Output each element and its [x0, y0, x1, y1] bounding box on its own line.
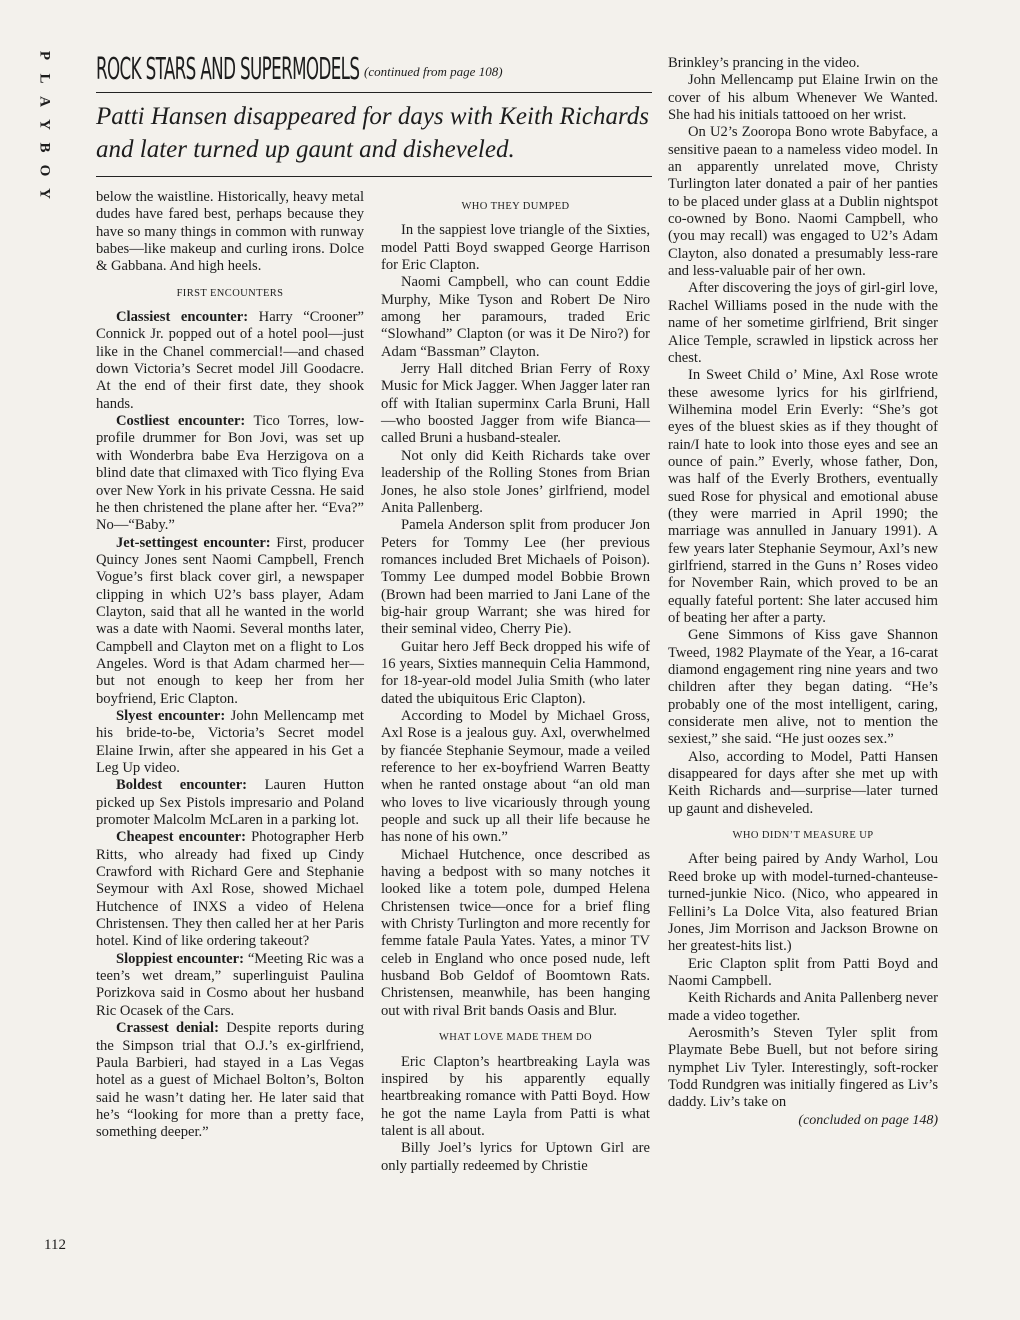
paragraph-text: Aerosmith’s Steven Tyler split from Playmate Bebe Buell, but not before siring nymphet Liv Tyler. Interestingly, soft-rocker Todd Rundgren was initially fingered as Liv’s daddy. Liv’s take on	[668, 1024, 938, 1111]
body-paragraph	[668, 990, 938, 1025]
paragraph-text: below the waistline. Historically, heavy metal dudes have fared best, perhaps because they have so many things in common with runway babes—like makeup and curling irons. Dolce & Gabbana. And high heels.	[96, 189, 364, 275]
body-paragraph	[381, 639, 650, 708]
body-paragraph	[668, 1025, 938, 1112]
article-header	[96, 52, 658, 86]
paragraph-lead: Cheapest encounter:	[116, 829, 246, 846]
body-paragraph	[668, 72, 938, 124]
paragraph-lead: Boldest encounter:	[116, 777, 248, 794]
column-3	[668, 55, 938, 1129]
paragraph-lead: Crassest denial:	[116, 1020, 219, 1037]
body-paragraph	[381, 222, 650, 274]
body-paragraph	[668, 124, 938, 280]
paragraph-text: Lauren Hutton picked up Sex Pistols impresario and Poland promoter Malcolm McLaren in a parking lot.	[96, 777, 364, 829]
paragraph-text: Photographer Herb Ritts, who already had fixed up Cindy Crawford with Richard Gere and Stephanie Seymour with Axl Rose, showed Michael Hutchence of INXS a video of Helena Christensen. They then called her at her Paris hotel. Kind of like ordering takeout?	[96, 829, 364, 950]
paragraph-text: Billy Joel’s lyrics for Uptown Girl are only partially redeemed by Christie	[381, 1140, 650, 1174]
paragraph-text: Not only did Keith Richards take over leadership of the Rolling Stones from Brian Jones, he also stole Jones’ girlfriend, model Anita Pallenberg.	[381, 447, 650, 516]
paragraph-text: Eric Clapton’s heartbreaking Layla was inspired by his apparently equally heartbreaking romance with Patti Boyd. How he got the name Layla from Patti is what talent is all about.	[381, 1053, 650, 1139]
paragraph-text: John Mellencamp met his bride-to-be, Victoria’s Secret model Elaine Irwin, after she appeared in his Get a Leg Up video.	[96, 707, 364, 776]
paragraph-text: According to Model by Michael Gross, Axl Rose is a jealous guy. Axl, overwhelmed by fiancée Stephanie Seymour, made a veiled reference to her ex-boyfriend Warren Beatty when he ranted onstage about “an old man who loves to live vicariously through young people and suck up all their life because he has none of his own.”	[381, 707, 650, 846]
body-paragraph	[668, 280, 938, 367]
magazine-label-letter: O	[36, 164, 53, 177]
paragraph-text: After being paired by Andy Warhol, Lou Reed broke up with model-turned-chanteuse-turned-junkie Nico. (Nico, who appeared in Fellini’s La Dolce Vita, also featured Brian Jones, Jim Morrison and Jackson Browne on her greatest-hits list.)	[668, 851, 938, 955]
paragraph-text: In Sweet Child o’ Mine, Axl Rose wrote these awesome lyrics for his girlfriend, Wilhemina model Erin Everly: “She’s got eyes of the bluest skies as if they thought of rain/I hate to look into those eyes and see an ounce of pain.” Everly, whose father, Don, was half of the Everly Brothers, eventually sued Rose for physical and emotional abuse (they were married in April 1990; the marriage was annulled in January 1991). A few years later Stephanie Seymour, Axl’s new girlfriend, starred in the Guns n’ Roses video for November Rain, which proved to be an equally fateful portent: She later accused him of beating her after a party.	[668, 367, 938, 626]
body-paragraph	[668, 627, 938, 748]
paragraph-text: Also, according to Model, Patti Hansen disappeared for days after she met up with Keith Richards and—surprise—later turned up gaunt and disheveled.	[668, 748, 938, 817]
body-paragraph	[668, 367, 938, 627]
column-2	[381, 189, 650, 1175]
paragraph-lead: Jet-settingest encounter:	[116, 534, 271, 551]
paragraph-text: In the sappiest love triangle of the Sixties, model Patti Boyd swapped George Harrison for Eric Clapton.	[381, 222, 650, 274]
paragraph-text: Despite reports during the Simpson trial that O.J.’s ex-girlfriend, Paula Barbieri, had stayed in a Las Vegas hotel as a guest of Michael Bolton’s, Bolton said he wasn’t dating her. He later said that he’s “looking for more than a pretty face, something deeper.”	[96, 1020, 364, 1141]
paragraph-text: After discovering the joys of girl-girl love, Rachel Williams posed in the nude with the name of her sometime girlfriend, Brit singer Alice Temple, scrawled in lipstick across her chest.	[668, 280, 938, 366]
body-paragraph	[381, 361, 650, 448]
paragraph-text: Eric Clapton split from Patti Boyd and Naomi Campbell.	[668, 955, 938, 989]
body-paragraph	[381, 1140, 650, 1175]
paragraph-text: Brinkley’s prancing in the video.	[668, 55, 860, 71]
divider	[96, 176, 652, 177]
paragraph-text: Tico Torres, low-profile drummer for Bon Jovi, was set up with Wonderbra babe Eva Herzigova on a blind date that climaxed with Tico flying Eva over New York in his private Cessna. He said he then christened the plane after her. “Eva?” No—“Baby.”	[96, 413, 364, 534]
paragraph-text: Naomi Campbell, who can count Eddie Murphy, Mike Tyson and Robert De Niro among her paramours, traded Eric “Slowhand” Clapton (or was it De Niro?) for Adam “Bassman” Clayton.	[381, 274, 650, 360]
body-paragraph	[381, 517, 650, 638]
magazine-label-letter: P	[36, 50, 53, 61]
body-paragraph	[96, 309, 364, 413]
body-paragraph	[381, 708, 650, 847]
section-subhead: WHO DIDN’T MEASURE UP	[732, 830, 874, 842]
body-paragraph	[381, 274, 650, 361]
magazine-label	[29, 44, 59, 205]
body-paragraph	[668, 55, 938, 72]
magazine-label-letter: B	[36, 142, 53, 153]
paragraph-text: Keith Richards and Anita Pallenberg never made a video together.	[668, 990, 938, 1024]
body-paragraph	[96, 829, 364, 950]
body-paragraph	[96, 413, 364, 534]
magazine-label-letter: L	[36, 73, 53, 84]
continued-on: (concluded on page 148)	[798, 1112, 938, 1128]
paragraph-text: Gene Simmons of Kiss gave Shannon Tweed, 1982 Playmate of the Year, a 16-carat diamond engagement ring nine years and two children after they began dating. “He’s probably one of the most intelligent, caring, considerate men alive, not to mention the sexiest,” she said. “He just oozes sex.”	[668, 627, 938, 748]
column-1	[96, 189, 364, 1142]
paragraph-text: Pamela Anderson split from producer Jon Peters for Tommy Lee (her previous romances included Bret Michaels of Poison). Tommy Lee dumped model Bobbie Brown (Brown had been married to Jani Lane of the big-hair group Warrant; she was hired for their seminal video, Cherry Pie).	[381, 517, 650, 638]
paragraph-lead: Sloppiest encounter:	[116, 950, 244, 967]
body-paragraph	[96, 1020, 364, 1141]
paragraph-text: “Meeting Ric was a teen’s wet dream,” superlinguist Paulina Porizkova said in Cosmo about her husband Ric Ocasek of the Cars.	[96, 950, 364, 1019]
paragraph-text: Michael Hutchence, once described as having a bedpost with so many notches it looked like a totem pole, dumped Helena Christensen twice—once for a brief fling with Christy Turlington and more recently for femme fatale Paula Yates. Yates, a minor TV celeb in England who once posed nude, left husband Bob Geldof of Boomtown Rats. Christensen, meanwhile, has been hanging out with rival Brit bands Oasis and Blur.	[381, 846, 650, 1019]
magazine-label-letter: Y	[36, 188, 53, 199]
paragraph-text: Guitar hero Jeff Beck dropped his wife of 16 years, Sixties mannequin Celia Hammond, for 18-year-old model Julia Smith (who later dated the ubiquitous Eric Clapton).	[381, 638, 650, 707]
divider	[96, 92, 652, 93]
continued-from: (continued from page 108)	[364, 64, 503, 79]
magazine-label-letter: Y	[36, 119, 53, 130]
section-subhead: WHO THEY DUMPED	[461, 201, 570, 212]
body-paragraph	[96, 535, 364, 708]
paragraph-text: Harry “Crooner” Connick Jr. popped out of a hotel pool—just like in the Chanel commercial!—and chased down Victoria’s Secret model Jill Goodacre. At the end of their first date, they shook hands.	[96, 309, 364, 412]
article-title: ROCK STARS AND SUPERMODELS	[96, 52, 360, 87]
pull-quote: Patti Hansen disappeared for days with Keith Richards and later turned up gaunt and disheveled.	[96, 103, 649, 163]
paragraph-lead: Slyest encounter:	[116, 707, 226, 724]
page-number: 112	[44, 1237, 66, 1253]
body-paragraph	[96, 951, 364, 1020]
paragraph-lead: Costliest encounter:	[116, 413, 246, 430]
body-paragraph	[96, 777, 364, 829]
body-paragraph	[668, 749, 938, 818]
paragraph-text: On U2’s Zooropa Bono wrote Babyface, a sensitive paean to a nameless video model. In an apparently unrelated move, Christy Turlington later donated a pair of her panties to be placed under glass at a Dublin nightspot co-owned by Bono. Naomi Campbell, who (you may recall) was engaged to U2’s Adam Clayton, also donated a presumably less-rare and less-valuable pair of her own.	[668, 124, 938, 280]
body-paragraph	[96, 189, 364, 276]
paragraph-lead: Classiest encounter:	[116, 309, 249, 326]
section-subhead: WHAT LOVE MADE THEM DO	[438, 1032, 593, 1044]
paragraph-text: First, producer Quincy Jones sent Naomi Campbell, French Vogue’s first black cover girl, a newspaper clipping in which U2’s bass player, Adam Clayton, said that all he wanted in the world was a date with Naomi. Several months later, Campbell and Clayton met on a flight to Los Angeles. Word is that Adam charmed her—but not enough to keep her from her boyfriend, Eric Clapton.	[96, 534, 365, 707]
paragraph-text: Jerry Hall ditched Brian Ferry of Roxy Music for Mick Jagger. When Jagger later ran off with Italian superminx Carla Bruni, Hall—who boosted Jagger from wife Bianca—called Bruni a husband-stealer.	[381, 361, 650, 447]
body-paragraph	[381, 1054, 650, 1141]
paragraph-text: John Mellencamp put Elaine Irwin on the cover of his album Whenever We Wanted. She had his initials tattooed on her wrist.	[668, 72, 938, 124]
section-subhead: FIRST ENCOUNTERS	[176, 287, 284, 299]
body-paragraph	[381, 847, 650, 1020]
body-paragraph	[668, 956, 938, 991]
body-paragraph	[96, 708, 364, 777]
magazine-label-letter: A	[36, 96, 53, 107]
body-paragraph	[381, 448, 650, 517]
body-paragraph	[668, 851, 938, 955]
